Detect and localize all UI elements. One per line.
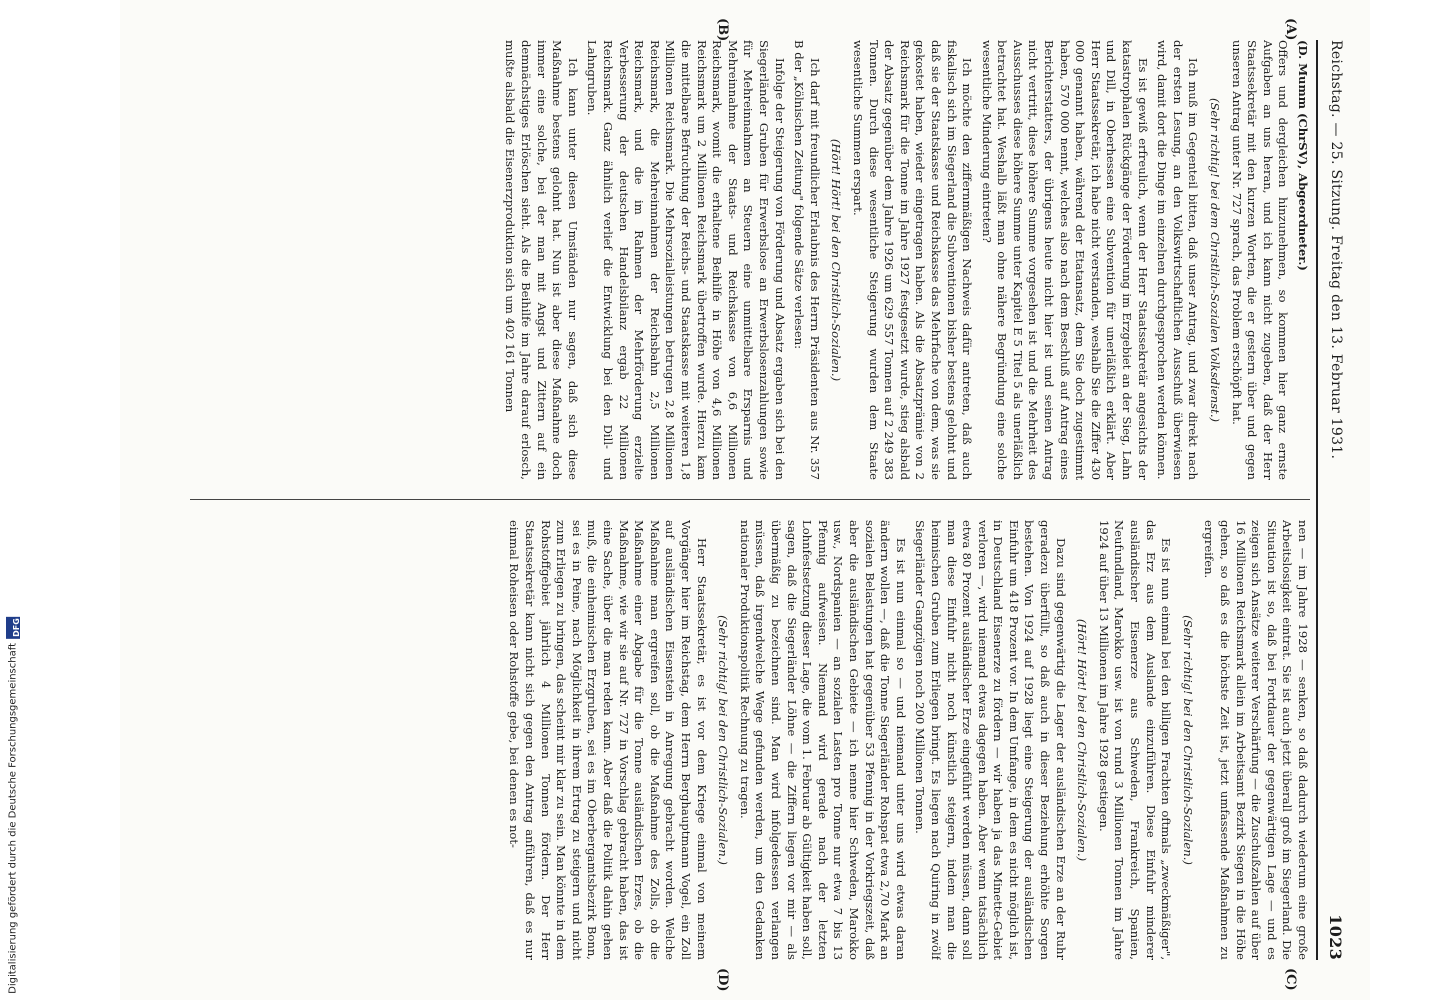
paragraph: Es ist nun einmal so — und niemand unter uns wird etwas daran ändern wollen —, daß die Tonne Siegerländer Rohspat etwa 2,70 Mark an sozialen Belastungen hat gegenüber 53 Pfennig in der Vorkriegszeit, daß aber die ausländischen Gebiete — ich nenne hier Schweden, Marokko usw., Nordspanien — an sozialen Lasten pro Tonne nur etwa 7 bis 13 Pfennig aufweisen. Niemand wird gerade nach der letzten Lohnfestsetzung dieser Lage, die vom 1. Februar ab Gültigkeit haben soll, sagen, daß die Siegerländer Löhne — die Ziffern liegen vor mir — als übermäßig zu bezeichnen sind. Man wird infolgedessen verlangen müssen, daß irgendwelche Wege gefunden werden, um den Gedanken nationaler Produktionspolitik Rechnung zu tragen. [737,520,908,960]
interjection: (Sehr richtig! bei den Christlich-Sozialen.) [1180,615,1195,865]
interjection: (Hört! Hört! bei den Christlich-Sozialen.) [829,138,844,382]
paragraph: Es ist gewiß erfreulich, wenn der Herr Staatssekretär angesichts der katastrophalen Rückgänge der Förderung im Erzgebiet an der Sieg, Lahn und Dill, in Oberhessen eine Subvention für unerläßlich erklärt. Aber Herr Staatssekretär, ich habe nicht verstanden, weshalb Sie die Ziffer 430 000 genannt haben, während der Etatansatz, dem Sie doch zugestimmt haben, 570 000 nennt, welches also nach dem Beschluß auf Antrag eines Berichterstatters, der übrigens heute nicht hier ist und seinen Antrag nicht vertritt, diese höhere Summe vorgesehen ist und die Mehrheit des Ausschusses diese höhere Summe unter Kapitel E 5 Titel 5 als unerläßlich betrachtet hat. Weshalb läßt man ohne nähere Begründung eine solche wesentliche Minderung eintreten? [979,40,1150,480]
paragraph: nen — im Jahre 1928 — senken, so daß dadurch wiederum eine große Arbeitslosigkeit eintrat. Sie ist auch jetzt überall groß im Siegerland. Die Situation ist so, daß bei Fortdauer der gegenwärtigen Lage — und es zeigen sich Ansätze weiterer Verschärfung — die Zuschußzahlen auf über 16 Millionen Reichsmark allein im Arbeitsamt Bezirk Siegen in die Höhe gehen, so daß es die höchste Zeit ist, jetzt umfassende Maßnahmen zu ergreifen. [1202,520,1310,960]
paragraph: Ich muß im Gegenteil bitten, daß unser Antrag, und zwar direkt nach der ersten Lesung, an den Volkswirtschaftlichen Ausschuß überwiesen wird, damit dort die Dinge im einzelnen durchgesprochen werden können. [1155,40,1201,480]
interjection: (Sehr richtig! bei dem Christlich-Sozialen Volksdienst.) [1208,97,1223,423]
digitization-credit [6,617,20,994]
document-page [120,0,1370,1000]
margin-mark-b: (B) [715,18,730,42]
speaker-line: (D. Mumm (ChrSV), Abgeordneter.) [1296,40,1310,271]
left-column [180,40,1310,480]
margin-mark-d: (D) [715,968,730,992]
interjection: (Hört! Hört! bei den Christlich-Sozialen.) [1075,618,1090,862]
paragraph: Ich kann unter diesen Umständen nur sagen, daß sich diese Maßnahme bestens gelohnt hat. Nun ist aber diese Maßnahme doch immer eine solche, bei der man mit Angst und Zittern auf ein demnächstiges Erlöschen sieht. Als die Beihilfe im Jahre darauf erlosch, mußte alsbald die Eisenerzproduktion sich um 402 161 Tonnen [503,40,580,480]
paragraph: Herr Staatssekretär, es ist vor dem Kriege einmal von meinem Vorgänger hier im Reichstag, dem Herrn Berghauptmann Vogel, ein Zoll auf ausländischen Eisenstein in Anregung gebracht worden. Welche Maßnahme man ergreifen soll, ob die Maßnahme des Zolls, ob die Maßnahme einer Abgabe für die Tonne ausländischen Erzes, ob die Maßnahme, wie wir sie auf Nr. 727 in Vorschlag gebracht haben, das ist eine Sache, über die man reden kann. Aber daß die Politik dahin gehen muß, die einheimischen Erzgruben, sei es im Oberbergamtsbezirk Bonn, sei es in Peine, nach Möglichkeit in ihrem Ertrag zu steigern und nicht zum Erliegen zu bringen, das scheint mir klar zu sein. Man könnte in dem Rohstoffgebiet jährlich 4 Millionen Tonnen fördern. Der Herr Staatssekretär kann nicht sich gegen den Antrag anführen, daß es nur einmal Roheisen oder Rohstoffe gebe, bei denen es not- [507,520,709,960]
column-divider [190,499,1310,500]
quotation: Infolge der Steigerung von Förderung und Absatz ergaben sich bei den Siegerländer Gruben für Erwerbslose an Erwerbslosenzahlungen sowie für Mehreinnahmen an Steuern eine unmittelbare Ersparnis und Mehreinnahme der Staats- und Reichskasse von 6,6 Millionen Reichsmark, womit die erhaltene Beihilfe in Höhe von 4,6 Millionen Reichsmark um 2 Millionen Reichsmark übertroffen wurde. Hierzu kam die mittelbare Befruchtung der Reichs- und Staatskasse mit weiteren 1,8 Millionen Reichsmark. Die Mehrsozialleistungen betrugen 2,8 Millionen Reichsmark, die Mehreinnahmen der Reichsbahn 2,5 Millionen Reichsmark, und die im Rahmen der Mehrförderung erzielte Verbesserung der deutschen Handelsbilanz ergab 22 Millionen Reichsmark. Ganz ähnlich verlief die Entwicklung bei den Dill- und Lahngruben. [585,40,787,480]
paragraph: Dazu sind gegenwärtig die Lager der ausländischen Erze an der Ruhr geradezu überfüllt, so daß auch in dieser Beziehung erhöhte Sorgen bestehen. Von 1924 auf 1928 liegt eine Steigerung der ausländischen Einfuhr um 418 Prozent vor. In dem Umfange, in dem es nicht möglich ist, in Deutschland Eisenerze zu fördern — wir haben ja das Minette-Gebiet verloren —, wird niemand etwas dagegen haben. Aber wenn tatsächlich etwa 80 Prozent ausländischer Erze eingeführt werden müssen, dann soll man diese Einfuhr nicht noch künstlich steigern, indem man die heimischen Gruben zum Erliegen bringt. Es liegen nach Quiring in zwölf Siegerländer Gangzügen noch 200 Millionen Tonnen. [913,520,1068,960]
interjection: (Sehr richtig! bei den Christlich-Sozialen.) [716,615,731,865]
paragraph: Ich darf mit freundlicher Erlaubnis des Herrn Präsidenten aus Nr. 357 B der „Kölnischen Zeitung" folgende Sätze verlesen: [792,40,822,480]
margin-mark-c: (C) [1283,968,1298,991]
paragraph: Offers und dergleichen hinzunehmen, so kommen hier ganz ernste Aufgaben an uns heran, und ich kann nicht zugeben, daß der Herr Staatssekretär mit den kurzen Worten, die er gestern über und gegen unseren Antrag unter Nr. 727 sprach, das Problem erschöpft hat. [1229,40,1291,480]
margin-mark-a: (A) [1283,18,1298,41]
page-number: 1023 [1326,914,1346,960]
header-title: Reichstag. — 25. Sitzung. Freitag den 13. Februar 1931. [1328,40,1344,460]
running-header [1322,40,1350,960]
dfg-logo: DFG [6,617,20,639]
header-rule [1316,40,1318,960]
credit-text: Digitalisierung gefördert durch die Deutsche Forschungsgemeinschaft [7,643,19,994]
paragraph: Ich möchte den ziffernmäßigen Nachweis dafür antreten, daß auch fiskalisch sich im Siegerland die Subventionen bisher bestens gelohnt und daß sie der Staatskasse und Reichskasse das Mehrfache von dem, was sie gekostet haben, wieder eingetragen haben. Als die Absatzprämie von 2 Reichsmark für die Tonne im Jahre 1927 festgesetzt wurde, stieg alsbald der Absatz gegenüber dem Jahre 1926 um 629 557 Tonnen auf 2 249 383 Tonnen. Durch diese wesentliche Steigerung wurden dem Staate wesentliche Summen erspart. [850,40,975,480]
paragraph: Es ist nun einmal bei den billigen Frachten oftmals „zweckmäßiger", das Erz aus dem Auslande einzuführen. Diese Einfuhr minderer ausländischer Eisenerze aus Schweden, Frankreich, Spanien, Neufundland, Marokko usw. ist von rund 3 Millionen Tonnen im Jahre 1924 auf über 13 Millionen im Jahre 1928 gestiegen. [1096,520,1174,960]
right-column [180,520,1310,960]
